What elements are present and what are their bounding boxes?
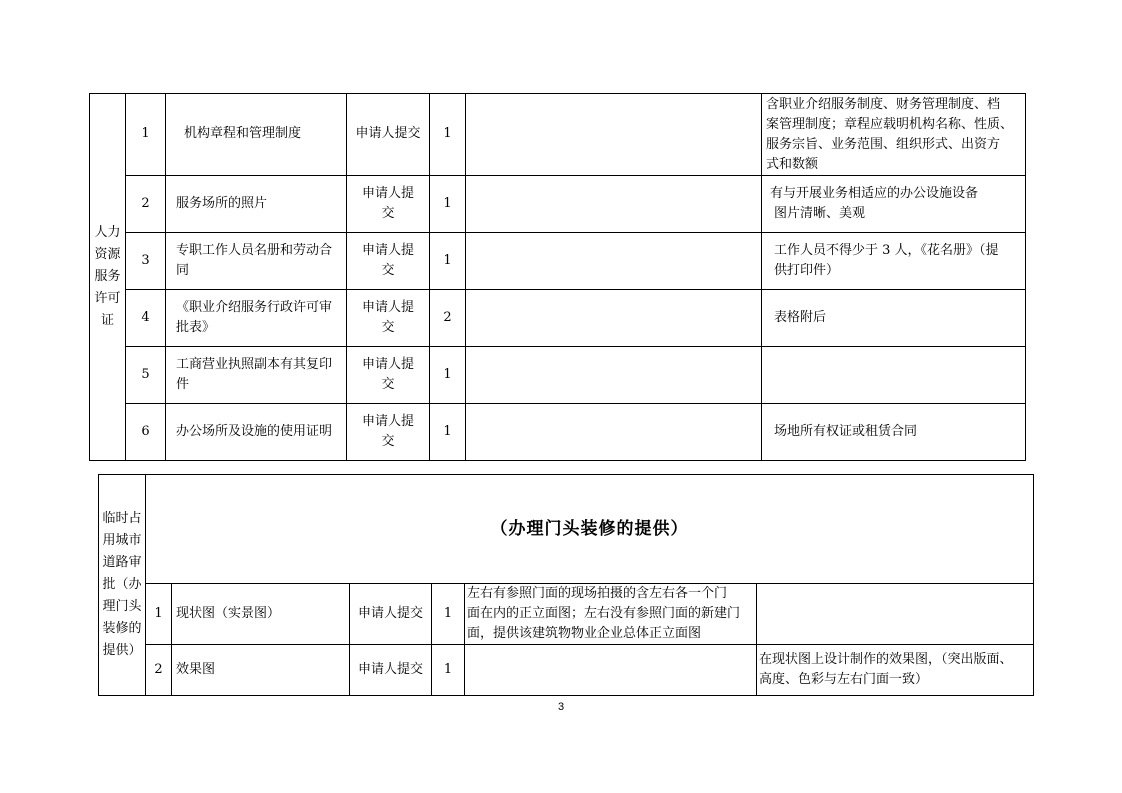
row-number: 2 (126, 176, 166, 233)
submitter: 申请人提 (361, 413, 414, 429)
note-line: 表格附后 (774, 309, 827, 325)
requirement-line: 左右有参照门面的现场拍摄的含左右各一个门 (467, 586, 728, 601)
category-line: 用城市 (102, 533, 142, 548)
note-line: 高度、色彩与左右门面一致） (759, 672, 929, 687)
category-line: 许可 (94, 291, 121, 306)
row-number: 6 (126, 404, 166, 461)
note-line: 服务宗旨、业务范围、组织形式、出资方 (766, 136, 1001, 152)
row-number: 4 (126, 290, 166, 347)
note-line: 含职业介绍服务制度、财务管理制度、档 (766, 96, 1001, 112)
note-cell (762, 176, 1026, 233)
copies: 1 (430, 233, 466, 290)
row-number: 5 (126, 347, 166, 404)
submitter-cell (347, 233, 430, 290)
material-name: 机构章程和管理制度 (166, 94, 347, 176)
material-name: 服务场所的照片 (166, 176, 347, 233)
submitter: 交 (381, 263, 395, 278)
submitter: 申请人提交 (355, 126, 421, 142)
material-name: 专职工作人员名册和劳动合同 (166, 233, 347, 290)
category-cell (99, 475, 146, 696)
note-cell (762, 404, 1026, 461)
copies: 1 (432, 645, 465, 696)
category-line: 提供） (102, 643, 142, 658)
note-line: 场地所有权证或租赁合同 (774, 423, 918, 439)
table-row (99, 584, 1034, 645)
note-cell (762, 290, 1026, 347)
material-name: 办公场所及设施的使用证明 (166, 404, 347, 461)
copies: 1 (430, 347, 466, 404)
copies: 1 (432, 584, 465, 645)
hr-license-table (89, 93, 1026, 461)
material-name: 工商营业执照副本有其复印件 (166, 347, 347, 404)
copies: 1 (430, 404, 466, 461)
remark (466, 347, 762, 404)
note-line: 式和数额 (766, 156, 819, 172)
remark (466, 404, 762, 461)
table-row (90, 290, 1026, 347)
note-cell (762, 347, 1026, 404)
submitter: 申请人提交 (350, 645, 432, 696)
note-line: 案管理制度；章程应载明机构名称、性质、 (766, 116, 1014, 132)
note-cell (757, 584, 1034, 645)
table-row (90, 347, 1026, 404)
submitter-cell (347, 94, 430, 176)
table-row (90, 233, 1026, 290)
category-line: 人力 (94, 225, 121, 240)
copies: 1 (430, 94, 466, 176)
remark (466, 94, 762, 176)
submitter-cell (347, 290, 430, 347)
submitter: 申请人提 (361, 185, 414, 201)
submitter: 申请人提 (361, 299, 414, 315)
submitter: 交 (381, 320, 395, 335)
submitter: 申请人提 (361, 356, 414, 372)
row-number: 1 (146, 584, 172, 645)
remark (466, 176, 762, 233)
table-row (99, 645, 1034, 696)
requirement-cell (465, 584, 757, 645)
table-heading-row (99, 475, 1034, 584)
category-line: 装修的 (102, 621, 142, 636)
submitter-cell (347, 404, 430, 461)
submitter: 申请人提交 (350, 584, 432, 645)
remark (466, 290, 762, 347)
section-heading: （办理门头装修的提供） (146, 475, 1034, 584)
material-name: 现状图（实景图） (172, 584, 350, 645)
category-line: 批（办 (102, 577, 142, 592)
requirement-line: 面，提供该建筑物物业企业总体正立面图 (467, 626, 702, 641)
note-cell (762, 94, 1026, 176)
table-row (90, 94, 1026, 176)
category-line: 道路审 (102, 555, 142, 570)
table-row (90, 176, 1026, 233)
row-number: 3 (126, 233, 166, 290)
category-cell (90, 94, 126, 461)
submitter-cell (347, 176, 430, 233)
category-line: 证 (100, 313, 114, 328)
requirement-line: 面在内的正立面图；左右没有参照门面的新建门 (467, 606, 741, 621)
submitter: 申请人提 (361, 242, 414, 258)
note-line: 工作人员不得少于 3 人，《花名册》（提 (774, 243, 999, 258)
note-line: 供打印件） (774, 263, 840, 278)
copies: 2 (430, 290, 466, 347)
road-occupancy-table (98, 474, 1034, 696)
note-line: 图片清晰、美观 (774, 206, 866, 221)
category-line: 临时占 (102, 511, 142, 526)
page-number: 3 (557, 701, 565, 713)
material-name: 《职业介绍服务行政许可审批表》 (166, 290, 347, 347)
category-line: 理门头 (102, 599, 142, 614)
row-number: 1 (126, 94, 166, 176)
note-line: 在现状图上设计制作的效果图，（突出版面、 (759, 652, 1013, 667)
note-cell (757, 645, 1034, 696)
note-cell (762, 233, 1026, 290)
note-line: 有与开展业务相适应的办公设施设备 (770, 186, 979, 201)
copies: 1 (430, 176, 466, 233)
requirement-cell (465, 645, 757, 696)
category-line: 服务 (94, 269, 121, 284)
table-row (90, 404, 1026, 461)
material-name: 效果图 (172, 645, 350, 696)
remark (466, 233, 762, 290)
submitter-cell (347, 347, 430, 404)
submitter: 交 (381, 434, 395, 449)
category-line: 资源 (94, 247, 121, 262)
submitter: 交 (381, 206, 395, 221)
row-number: 2 (146, 645, 172, 696)
submitter: 交 (381, 377, 395, 392)
